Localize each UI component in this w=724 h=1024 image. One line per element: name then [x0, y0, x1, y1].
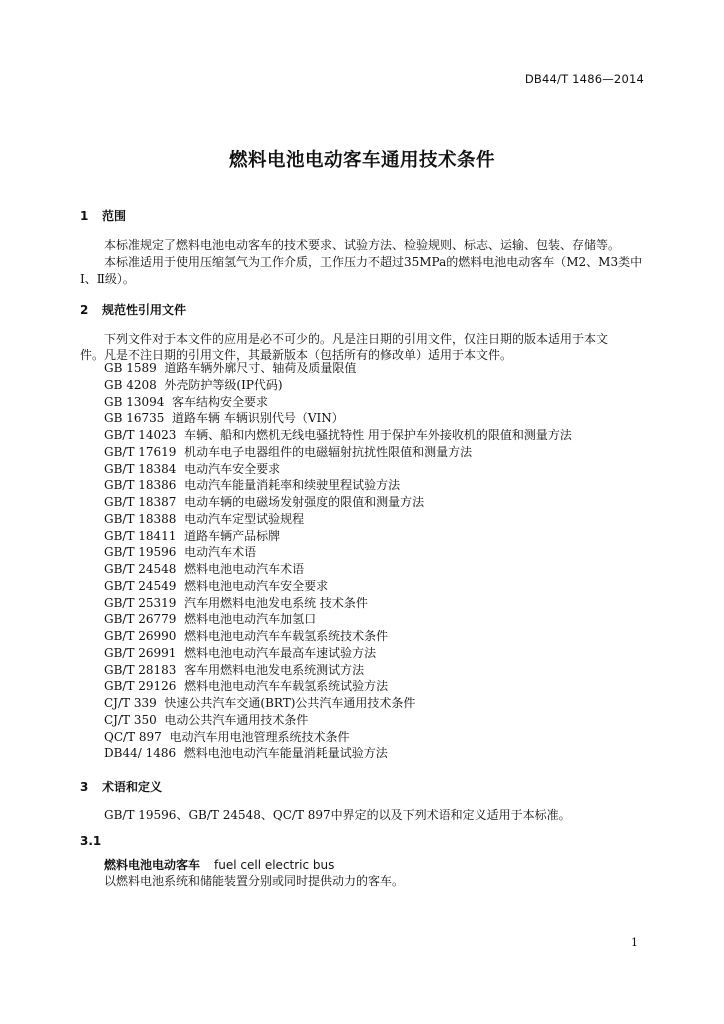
reference-title: 燃料电池电动汽车术语 — [184, 562, 305, 576]
reference-title: 车辆、船和内燃机无线电骚扰特性 用于保护车外接收机的限值和测量方法 — [184, 428, 572, 442]
reference-title: 机动车电子电器组件的电磁辐射抗扰性限值和测量方法 — [184, 444, 473, 459]
reference-code: GB/T 26990 — [104, 629, 177, 643]
reference-item — [104, 394, 572, 411]
section-number: 3 — [80, 780, 89, 794]
reference-item — [104, 377, 572, 394]
reference-code: GB/T 19596 — [104, 545, 177, 560]
reference-title: 快速公共汽车交通(BRT)公共汽车通用技术条件 — [164, 696, 416, 710]
reference-code: GB/T 29126 — [104, 679, 177, 694]
reference-item — [104, 745, 572, 762]
term-definition: 以燃料电池系统和储能装置分别或同时提供动力的客车。 — [104, 874, 405, 888]
section-title: 术语和定义 — [102, 780, 163, 794]
reference-title: 电动车辆的电磁场发射强度的限值和测量方法 — [184, 495, 425, 509]
reference-code: GB 16735 — [104, 411, 165, 426]
section-number: 1 — [80, 209, 89, 223]
reference-item — [104, 729, 572, 746]
reference-title: 道路车辆 车辆识别代号（VIN） — [172, 411, 344, 426]
reference-item — [104, 544, 572, 561]
reference-code: GB/T 28183 — [104, 662, 177, 677]
reference-item — [104, 444, 572, 461]
reference-code: GB/T 26991 — [104, 645, 177, 660]
reference-code: GB 1589 — [104, 361, 157, 375]
reference-item — [104, 360, 572, 377]
reference-code: GB/T 18384 — [104, 461, 177, 476]
reference-title: 电动汽车术语 — [184, 545, 257, 560]
reference-title: 燃料电池电动汽车车载氢系统技术条件 — [184, 629, 389, 643]
reference-title: 客车用燃料电池发电系统测试方法 — [184, 662, 365, 677]
reference-item — [104, 712, 572, 729]
reference-title: 燃料电池电动汽车最高车速试验方法 — [184, 645, 377, 660]
section-title: 规范性引用文件 — [102, 303, 187, 317]
section-heading-scope — [80, 207, 126, 224]
reference-title: 电动汽车定型试验规程 — [184, 511, 305, 526]
reference-code: GB/T 18388 — [104, 511, 177, 526]
reference-item — [104, 645, 572, 662]
standard-code: DB44/T 1486—2014 — [524, 72, 644, 86]
reference-code: GB/T 24549 — [104, 578, 177, 593]
reference-item — [104, 427, 572, 444]
reference-title: 电动公共汽车通用技术条件 — [164, 712, 309, 727]
section-heading-normative-references — [80, 301, 186, 318]
reference-item — [104, 678, 572, 695]
reference-title: 电动汽车能量消耗率和续驶里程试验方法 — [184, 478, 401, 493]
reference-code: GB/T 18386 — [104, 478, 177, 493]
reference-title: 外壳防护等级(IP代码) — [164, 377, 283, 392]
scope-paragraph-2-line-1: 本标准适用于使用压缩氢气为工作介质，工作压力不超过35MPa的燃料电池电动客车（M2、M3类中 — [104, 255, 643, 269]
normative-intro-line-2: 件。凡是不注日期的引用文件，其最新版本（包括所有的修改单）适用于本文件。 — [80, 348, 513, 362]
scope-paragraph-1: 本标准规定了燃料电池电动客车的技术要求、试验方法、检验规则、标志、运输、包装、存储等。 — [104, 238, 621, 252]
section-heading-terms — [80, 778, 162, 795]
reference-title: 燃料电池电动汽车能量消耗量试验方法 — [183, 746, 388, 761]
term-english: fuel cell electric bus — [214, 858, 335, 872]
reference-title: 燃料电池电动汽车车载氢系统试验方法 — [184, 679, 389, 694]
reference-code: GB/T 24548 — [104, 562, 177, 576]
reference-title: 电动汽车用电池管理系统技术条件 — [169, 729, 350, 744]
reference-code: CJ/T 350 — [104, 712, 157, 727]
reference-item — [104, 561, 572, 578]
reference-code: CJ/T 339 — [104, 696, 157, 710]
reference-code: GB/T 26779 — [104, 612, 177, 627]
document-title: 燃料电池电动客车通用技术条件 — [228, 150, 495, 171]
reference-item — [104, 494, 572, 511]
section-title: 范围 — [102, 209, 127, 223]
term-chinese: 燃料电池电动客车 — [104, 858, 201, 872]
reference-item — [104, 611, 572, 628]
reference-code: GB/T 18411 — [104, 528, 177, 543]
term-number: 3.1 — [80, 834, 102, 848]
reference-item — [104, 511, 572, 528]
term-heading — [104, 856, 334, 873]
reference-title: 电动汽车安全要求 — [184, 461, 281, 476]
reference-item — [104, 461, 572, 478]
reference-item — [104, 695, 572, 712]
reference-title: 燃料电池电动汽车安全要求 — [184, 578, 329, 593]
reference-title: 道路车辆外廓尺寸、轴荷及质量限值 — [164, 361, 357, 375]
reference-item — [104, 578, 572, 595]
reference-title: 汽车用燃料电池发电系统 技术条件 — [184, 595, 368, 610]
reference-code: GB 13094 — [104, 394, 165, 409]
scope-paragraph-2-line-2: Ⅰ、Ⅱ级）。 — [80, 272, 135, 286]
reference-item — [104, 410, 572, 427]
reference-code: GB/T 25319 — [104, 595, 177, 610]
section-number: 2 — [80, 303, 89, 317]
reference-code: GB/T 18387 — [104, 495, 177, 509]
reference-item — [104, 477, 572, 494]
reference-list — [104, 360, 572, 762]
reference-code: GB/T 17619 — [104, 444, 177, 459]
reference-item — [104, 595, 572, 612]
reference-code: GB/T 14023 — [104, 428, 177, 442]
reference-title: 道路车辆产品标牌 — [184, 528, 281, 543]
reference-code: QC/T 897 — [104, 729, 162, 744]
reference-title: 燃料电池电动汽车加氢口 — [184, 612, 317, 627]
reference-item — [104, 528, 572, 545]
reference-code: DB44/ 1486 — [104, 746, 177, 761]
page-number: 1 — [631, 936, 638, 949]
normative-intro-line-1: 下列文件对于本文件的应用是必不可少的。凡是注日期的引用文件，仅注日期的版本适用于本文 — [104, 332, 609, 346]
reference-title: 客车结构安全要求 — [172, 394, 269, 409]
terms-intro: GB/T 19596、GB/T 24548、QC/T 897中界定的以及下列术语和定义适用于本标准。 — [104, 808, 571, 822]
reference-item — [104, 662, 572, 679]
reference-code: GB 4208 — [104, 377, 157, 392]
reference-item — [104, 628, 572, 645]
